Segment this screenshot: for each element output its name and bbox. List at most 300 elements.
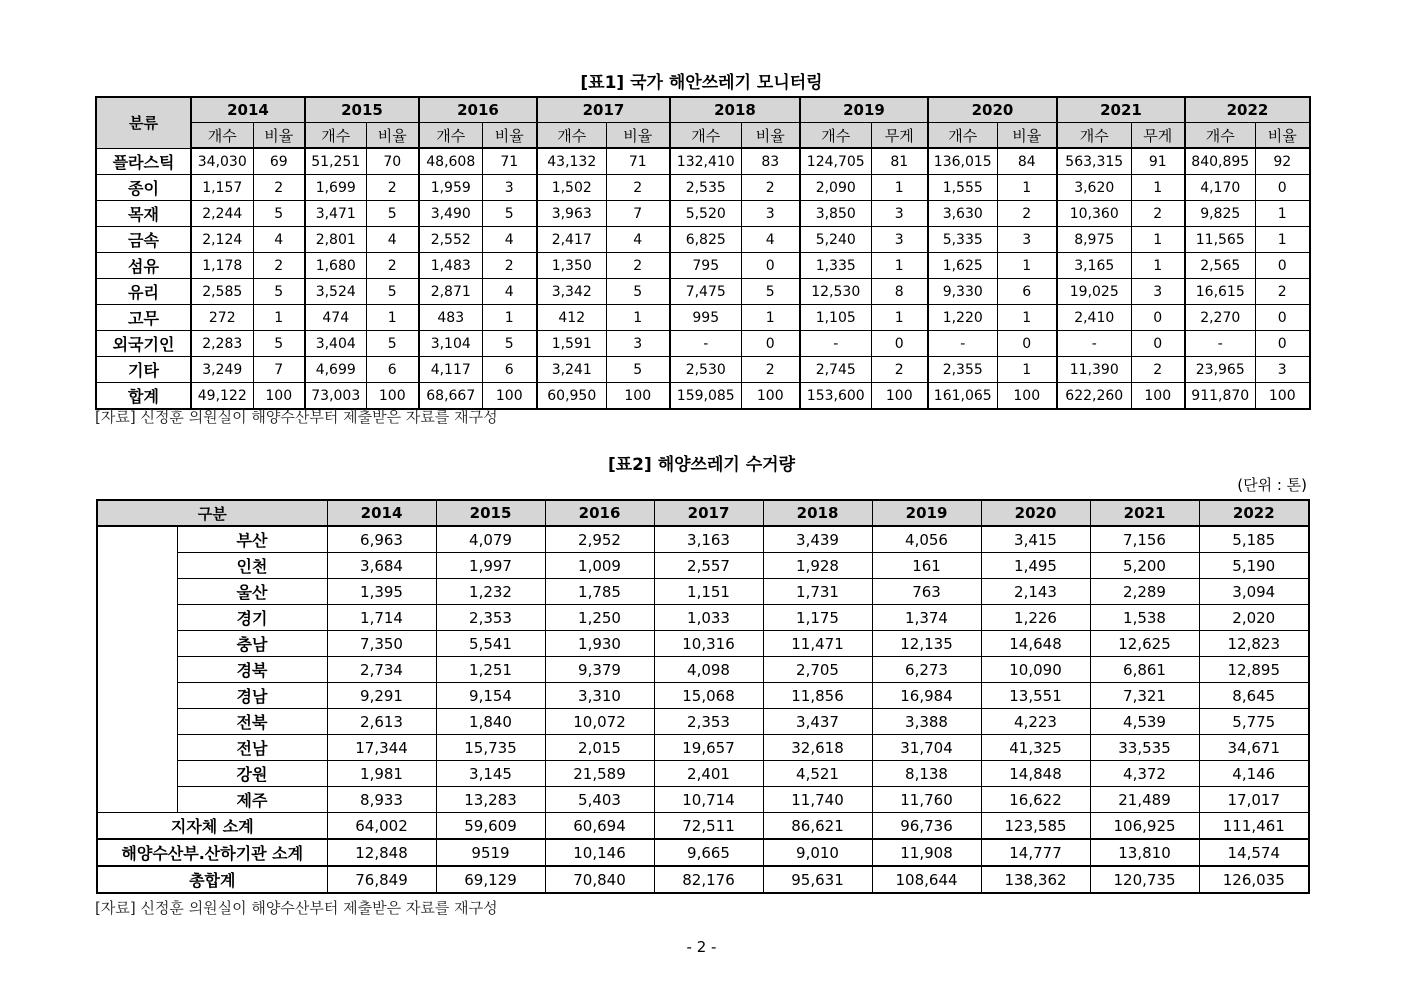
value-cell: 0 xyxy=(1255,253,1310,279)
value-cell: 159,085 xyxy=(670,383,741,410)
region-cell: 울산 xyxy=(177,579,327,605)
value-cell: 474 xyxy=(305,305,366,331)
category-cell: 외국기인 xyxy=(96,331,191,357)
value-cell: 2,090 xyxy=(800,175,871,201)
value-cell: 2,401 xyxy=(654,761,763,787)
region-cell: 부산 xyxy=(177,526,327,553)
value-cell: 1,395 xyxy=(327,579,436,605)
value-cell: 70 xyxy=(366,148,419,175)
value-cell: 12,530 xyxy=(800,279,871,305)
subheader-cell: 개수 xyxy=(191,123,253,149)
value-cell: 6 xyxy=(997,279,1057,305)
table-row xyxy=(96,253,1310,279)
year-header: 2018 xyxy=(670,97,800,123)
value-cell: 96,736 xyxy=(872,813,981,840)
value-cell: 1,250 xyxy=(545,605,654,631)
value-cell: 10,714 xyxy=(654,787,763,813)
value-cell: 1 xyxy=(871,253,928,279)
value-cell: 71 xyxy=(606,148,670,175)
value-cell: 3,104 xyxy=(419,331,482,357)
marine-waste-collection-table xyxy=(96,499,1310,894)
value-cell: 12,823 xyxy=(1199,631,1309,657)
value-cell: 5 xyxy=(366,201,419,227)
value-cell: 1 xyxy=(997,175,1057,201)
value-cell: 0 xyxy=(871,331,928,357)
value-cell: 1,374 xyxy=(872,605,981,631)
value-cell: 3,249 xyxy=(191,357,253,383)
value-cell: 16,622 xyxy=(981,787,1090,813)
value-cell: 4,170 xyxy=(1185,175,1255,201)
value-cell: 1,555 xyxy=(928,175,997,201)
year-header: 2016 xyxy=(545,500,654,526)
value-cell: 3,437 xyxy=(763,709,872,735)
value-cell: 81 xyxy=(871,148,928,175)
subheader-cell: 무게 xyxy=(1131,123,1185,149)
value-cell: 1,785 xyxy=(545,579,654,605)
value-cell: 3 xyxy=(871,201,928,227)
value-cell: 5,775 xyxy=(1199,709,1309,735)
coastal-waste-monitoring-table xyxy=(95,96,1311,410)
value-cell: 1,232 xyxy=(436,579,545,605)
value-cell: 1,033 xyxy=(654,605,763,631)
value-cell: 0 xyxy=(1255,305,1310,331)
subheader-cell: 비율 xyxy=(997,123,1057,149)
value-cell: 1,714 xyxy=(327,605,436,631)
value-cell: 5 xyxy=(482,331,537,357)
value-cell: 1,625 xyxy=(928,253,997,279)
value-cell: 2 xyxy=(606,253,670,279)
value-cell: 1 xyxy=(1131,175,1185,201)
value-cell: 3,850 xyxy=(800,201,871,227)
value-cell: 2 xyxy=(1255,279,1310,305)
summary-row xyxy=(97,866,1309,893)
category-header: 분류 xyxy=(96,97,191,148)
value-cell: 91 xyxy=(1131,148,1185,175)
table-row xyxy=(96,175,1310,201)
value-cell: - xyxy=(670,331,741,357)
value-cell: 1,680 xyxy=(305,253,366,279)
value-cell: 1 xyxy=(1255,201,1310,227)
value-cell: 60,694 xyxy=(545,813,654,840)
value-cell: 4 xyxy=(482,227,537,253)
value-cell: 86,621 xyxy=(763,813,872,840)
value-cell: 10,146 xyxy=(545,839,654,866)
value-cell: 4,056 xyxy=(872,526,981,553)
value-cell: 840,895 xyxy=(1185,148,1255,175)
year-header: 2021 xyxy=(1057,97,1185,123)
value-cell: 82,176 xyxy=(654,866,763,893)
value-cell: 1 xyxy=(1131,253,1185,279)
value-cell: 71 xyxy=(482,148,537,175)
value-cell: 1,175 xyxy=(763,605,872,631)
year-header: 2021 xyxy=(1090,500,1199,526)
value-cell: 4,146 xyxy=(1199,761,1309,787)
value-cell: 3,630 xyxy=(928,201,997,227)
value-cell: 1,591 xyxy=(537,331,606,357)
value-cell: 1,157 xyxy=(191,175,253,201)
table2-source-note: [자료] 신정훈 의원실이 해양수산부터 제출받은 자료를 재구성 xyxy=(95,899,498,917)
value-cell: 1,226 xyxy=(981,605,1090,631)
value-cell: 14,848 xyxy=(981,761,1090,787)
value-cell: 2,015 xyxy=(545,735,654,761)
value-cell: 9,379 xyxy=(545,657,654,683)
value-cell: 483 xyxy=(419,305,482,331)
value-cell: 5 xyxy=(606,279,670,305)
year-header: 2016 xyxy=(419,97,537,123)
blank-cell xyxy=(97,735,177,761)
subheader-cell: 개수 xyxy=(419,123,482,149)
blank-cell xyxy=(97,761,177,787)
value-cell: 5 xyxy=(253,201,305,227)
table-row xyxy=(96,357,1310,383)
category-cell: 목재 xyxy=(96,201,191,227)
value-cell: 16,615 xyxy=(1185,279,1255,305)
value-cell: 13,810 xyxy=(1090,839,1199,866)
value-cell: 2 xyxy=(997,201,1057,227)
value-cell: 1,178 xyxy=(191,253,253,279)
subheader-cell: 비율 xyxy=(366,123,419,149)
value-cell: 72,511 xyxy=(654,813,763,840)
value-cell: 5 xyxy=(253,279,305,305)
value-cell: 272 xyxy=(191,305,253,331)
value-cell: 95,631 xyxy=(763,866,872,893)
region-cell: 경기 xyxy=(177,605,327,631)
value-cell: 2 xyxy=(1131,201,1185,227)
value-cell: 48,608 xyxy=(419,148,482,175)
value-cell: 5,541 xyxy=(436,631,545,657)
table-row xyxy=(97,761,1309,787)
value-cell: 4,079 xyxy=(436,526,545,553)
value-cell: 1,997 xyxy=(436,553,545,579)
value-cell: 100 xyxy=(1255,383,1310,410)
table-row xyxy=(96,201,1310,227)
value-cell: 3,524 xyxy=(305,279,366,305)
value-cell: 4 xyxy=(606,227,670,253)
region-cell: 전북 xyxy=(177,709,327,735)
year-header: 2022 xyxy=(1199,500,1309,526)
value-cell: 19,025 xyxy=(1057,279,1131,305)
value-cell: 5,335 xyxy=(928,227,997,253)
summary-label-cell: 지자체 소계 xyxy=(97,813,327,840)
blank-cell xyxy=(97,709,177,735)
value-cell: 3,342 xyxy=(537,279,606,305)
value-cell: 100 xyxy=(871,383,928,410)
value-cell: 2,613 xyxy=(327,709,436,735)
table-row xyxy=(96,148,1310,175)
value-cell: 51,251 xyxy=(305,148,366,175)
value-cell: 1 xyxy=(741,305,800,331)
subheader-cell: 무게 xyxy=(871,123,928,149)
blank-cell xyxy=(97,579,177,605)
table-row xyxy=(97,526,1309,553)
value-cell: 5,185 xyxy=(1199,526,1309,553)
value-cell: 9,330 xyxy=(928,279,997,305)
value-cell: 2,289 xyxy=(1090,579,1199,605)
value-cell: 92 xyxy=(1255,148,1310,175)
value-cell: 100 xyxy=(253,383,305,410)
value-cell: 5 xyxy=(606,357,670,383)
value-cell: 7 xyxy=(606,201,670,227)
value-cell: 21,589 xyxy=(545,761,654,787)
value-cell: 1 xyxy=(871,305,928,331)
value-cell: 1,930 xyxy=(545,631,654,657)
year-header: 2018 xyxy=(763,500,872,526)
value-cell: 2 xyxy=(606,175,670,201)
value-cell: 2 xyxy=(253,175,305,201)
value-cell: 4,223 xyxy=(981,709,1090,735)
value-cell: 5,520 xyxy=(670,201,741,227)
value-cell: 2,355 xyxy=(928,357,997,383)
value-cell: 3,490 xyxy=(419,201,482,227)
table-row xyxy=(97,735,1309,761)
value-cell: 1 xyxy=(366,305,419,331)
value-cell: 9,291 xyxy=(327,683,436,709)
value-cell: 563,315 xyxy=(1057,148,1131,175)
value-cell: 2,124 xyxy=(191,227,253,253)
value-cell: - xyxy=(1057,331,1131,357)
region-cell: 경남 xyxy=(177,683,327,709)
value-cell: 7 xyxy=(253,357,305,383)
unit-label: (단위 : 톤) xyxy=(1237,476,1307,494)
table-row xyxy=(96,331,1310,357)
table-row xyxy=(97,631,1309,657)
value-cell: 3 xyxy=(997,227,1057,253)
value-cell: 33,535 xyxy=(1090,735,1199,761)
value-cell: 5,200 xyxy=(1090,553,1199,579)
region-cell: 경북 xyxy=(177,657,327,683)
value-cell: 6,963 xyxy=(327,526,436,553)
value-cell: 6,825 xyxy=(670,227,741,253)
value-cell: 2,410 xyxy=(1057,305,1131,331)
value-cell: 3,310 xyxy=(545,683,654,709)
value-cell: 3,620 xyxy=(1057,175,1131,201)
value-cell: 4,372 xyxy=(1090,761,1199,787)
value-cell: 0 xyxy=(741,331,800,357)
value-cell: 15,068 xyxy=(654,683,763,709)
category-cell: 기타 xyxy=(96,357,191,383)
value-cell: 10,316 xyxy=(654,631,763,657)
value-cell: 3,404 xyxy=(305,331,366,357)
value-cell: 1,495 xyxy=(981,553,1090,579)
value-cell: 69 xyxy=(253,148,305,175)
value-cell: 2 xyxy=(482,253,537,279)
value-cell: 120,735 xyxy=(1090,866,1199,893)
value-cell: 6,273 xyxy=(872,657,981,683)
value-cell: 0 xyxy=(997,331,1057,357)
value-cell: 0 xyxy=(1255,331,1310,357)
value-cell: 0 xyxy=(1255,175,1310,201)
value-cell: 1,731 xyxy=(763,579,872,605)
value-cell: 9,665 xyxy=(654,839,763,866)
page-number: - 2 - xyxy=(686,938,717,956)
blank-cell xyxy=(97,631,177,657)
value-cell: 995 xyxy=(670,305,741,331)
value-cell: 70,840 xyxy=(545,866,654,893)
year-header: 2014 xyxy=(191,97,305,123)
value-cell: 4,117 xyxy=(419,357,482,383)
value-cell: 2,020 xyxy=(1199,605,1309,631)
table-row xyxy=(97,579,1309,605)
value-cell: 69,129 xyxy=(436,866,545,893)
value-cell: 3,145 xyxy=(436,761,545,787)
value-cell: 3,684 xyxy=(327,553,436,579)
value-cell: 2,565 xyxy=(1185,253,1255,279)
value-cell: 3,471 xyxy=(305,201,366,227)
blank-cell xyxy=(97,553,177,579)
year-header: 2015 xyxy=(436,500,545,526)
year-header: 2014 xyxy=(327,500,436,526)
value-cell: 622,260 xyxy=(1057,383,1131,410)
value-cell: 6 xyxy=(482,357,537,383)
blank-cell xyxy=(97,526,177,553)
category-cell: 종이 xyxy=(96,175,191,201)
value-cell: 7,475 xyxy=(670,279,741,305)
value-cell: 100 xyxy=(997,383,1057,410)
table-row xyxy=(97,605,1309,631)
value-cell: 3 xyxy=(1131,279,1185,305)
value-cell: 3,241 xyxy=(537,357,606,383)
table-row xyxy=(97,787,1309,813)
value-cell: 11,740 xyxy=(763,787,872,813)
value-cell: 9519 xyxy=(436,839,545,866)
value-cell: 1,335 xyxy=(800,253,871,279)
value-cell: 16,984 xyxy=(872,683,981,709)
category-cell: 플라스틱 xyxy=(96,148,191,175)
value-cell: 9,010 xyxy=(763,839,872,866)
value-cell: 2,552 xyxy=(419,227,482,253)
value-cell: 1,928 xyxy=(763,553,872,579)
category-cell: 섬유 xyxy=(96,253,191,279)
value-cell: 4,699 xyxy=(305,357,366,383)
subheader-cell: 개수 xyxy=(928,123,997,149)
year-header: 2019 xyxy=(800,97,928,123)
value-cell: 124,705 xyxy=(800,148,871,175)
value-cell: 111,461 xyxy=(1199,813,1309,840)
value-cell: 12,895 xyxy=(1199,657,1309,683)
value-cell: 2,270 xyxy=(1185,305,1255,331)
value-cell: 5 xyxy=(741,279,800,305)
region-cell: 인천 xyxy=(177,553,327,579)
region-cell: 전남 xyxy=(177,735,327,761)
year-header: 2017 xyxy=(654,500,763,526)
value-cell: 2,801 xyxy=(305,227,366,253)
table-row xyxy=(97,657,1309,683)
table2-title: [표2] 해양쓰레기 수거량 xyxy=(607,455,795,475)
value-cell: 161 xyxy=(872,553,981,579)
value-cell: 100 xyxy=(1131,383,1185,410)
blank-cell xyxy=(97,787,177,813)
value-cell: 34,030 xyxy=(191,148,253,175)
subheader-cell: 비율 xyxy=(1255,123,1310,149)
summary-label-cell: 해양수산부.산하기관 소계 xyxy=(97,839,327,866)
division-header: 구분 xyxy=(97,500,327,526)
value-cell: 10,360 xyxy=(1057,201,1131,227)
value-cell: 1,251 xyxy=(436,657,545,683)
value-cell: 59,609 xyxy=(436,813,545,840)
subheader-cell: 개수 xyxy=(537,123,606,149)
region-cell: 강원 xyxy=(177,761,327,787)
value-cell: 2,353 xyxy=(654,709,763,735)
value-cell: 2,417 xyxy=(537,227,606,253)
value-cell: 1 xyxy=(253,305,305,331)
value-cell: 2 xyxy=(871,357,928,383)
value-cell: 14,648 xyxy=(981,631,1090,657)
subheader-cell: 비율 xyxy=(741,123,800,149)
value-cell: 60,950 xyxy=(537,383,606,410)
value-cell: 76,849 xyxy=(327,866,436,893)
category-cell: 금속 xyxy=(96,227,191,253)
value-cell: 14,574 xyxy=(1199,839,1309,866)
year-header: 2019 xyxy=(872,500,981,526)
value-cell: 2,530 xyxy=(670,357,741,383)
value-cell: 8,933 xyxy=(327,787,436,813)
value-cell: 0 xyxy=(741,253,800,279)
value-cell: 5,403 xyxy=(545,787,654,813)
year-header: 2020 xyxy=(981,500,1090,526)
value-cell: 15,735 xyxy=(436,735,545,761)
value-cell: 83 xyxy=(741,148,800,175)
value-cell: 136,015 xyxy=(928,148,997,175)
value-cell: 795 xyxy=(670,253,741,279)
value-cell: 2 xyxy=(366,175,419,201)
value-cell: 11,390 xyxy=(1057,357,1131,383)
table-row xyxy=(97,709,1309,735)
value-cell: 7,350 xyxy=(327,631,436,657)
value-cell: 5 xyxy=(253,331,305,357)
value-cell: 126,035 xyxy=(1199,866,1309,893)
value-cell: 3 xyxy=(871,227,928,253)
value-cell: 9,154 xyxy=(436,683,545,709)
value-cell: 1 xyxy=(606,305,670,331)
subheader-cell: 개수 xyxy=(1057,123,1131,149)
value-cell: 34,671 xyxy=(1199,735,1309,761)
value-cell: 4 xyxy=(253,227,305,253)
category-cell: 유리 xyxy=(96,279,191,305)
subheader-cell: 개수 xyxy=(305,123,366,149)
value-cell: 763 xyxy=(872,579,981,605)
value-cell: 1,981 xyxy=(327,761,436,787)
value-cell: 11,760 xyxy=(872,787,981,813)
table1-source-note: [자료] 신정훈 의원실이 해양수산부터 제출받은 자료를 재구성 xyxy=(95,408,498,426)
value-cell: 3 xyxy=(741,201,800,227)
value-cell: 2,734 xyxy=(327,657,436,683)
value-cell: 1 xyxy=(997,253,1057,279)
value-cell: 1,502 xyxy=(537,175,606,201)
value-cell: 132,410 xyxy=(670,148,741,175)
value-cell: 100 xyxy=(366,383,419,410)
value-cell: 13,283 xyxy=(436,787,545,813)
value-cell: 5 xyxy=(366,331,419,357)
value-cell: 1 xyxy=(997,305,1057,331)
value-cell: 13,551 xyxy=(981,683,1090,709)
subheader-cell: 비율 xyxy=(606,123,670,149)
value-cell: 2 xyxy=(741,357,800,383)
value-cell: 9,825 xyxy=(1185,201,1255,227)
value-cell: 0 xyxy=(1131,331,1185,357)
value-cell: 1,840 xyxy=(436,709,545,735)
value-cell: 2 xyxy=(253,253,305,279)
value-cell: 4,539 xyxy=(1090,709,1199,735)
value-cell: 5,240 xyxy=(800,227,871,253)
value-cell: 3 xyxy=(606,331,670,357)
value-cell: 153,600 xyxy=(800,383,871,410)
value-cell: 11,908 xyxy=(872,839,981,866)
value-cell: 2,871 xyxy=(419,279,482,305)
value-cell: 6 xyxy=(366,357,419,383)
value-cell: 1,350 xyxy=(537,253,606,279)
value-cell: 1,959 xyxy=(419,175,482,201)
value-cell: 3,388 xyxy=(872,709,981,735)
